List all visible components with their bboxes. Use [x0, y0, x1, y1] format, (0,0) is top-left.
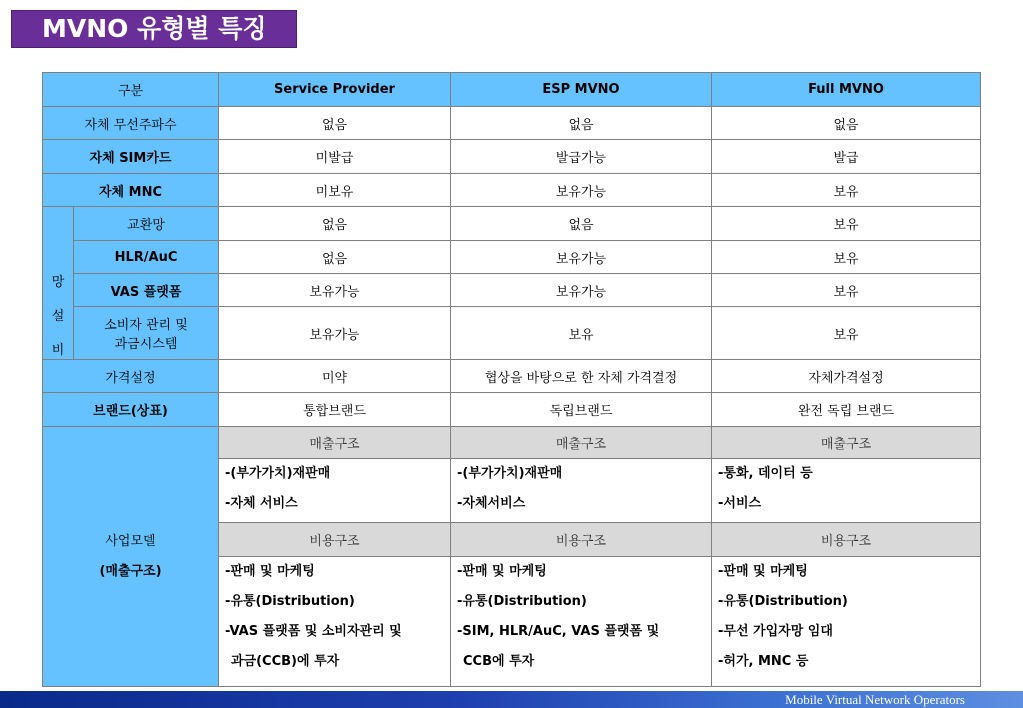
table-cell: 보유: [712, 207, 981, 241]
table-cell: 미약: [219, 360, 451, 393]
list-item: -유통(Distribution): [718, 594, 848, 609]
mvno-comparison-table: [42, 72, 981, 687]
table-cell: 보유: [712, 174, 981, 207]
list-item: CCB에 투자: [463, 654, 535, 669]
list-item: -허가, MNC 등: [718, 654, 809, 669]
table-row: [43, 360, 981, 393]
cost-structure-header: 비용구조: [219, 523, 451, 557]
revenue-list-full: [712, 459, 981, 523]
list-item: -서비스: [718, 496, 762, 511]
cost-list-esp: [451, 557, 712, 687]
table-cell: 보유가능: [219, 274, 451, 307]
business-model-label: [43, 427, 219, 687]
table-cell: 통합브랜드: [219, 393, 451, 427]
row-label-line: 과금시스템: [114, 337, 178, 352]
table-cell: 보유: [712, 307, 981, 360]
row-label: VAS 플랫폼: [74, 274, 219, 307]
list-item: -자체서비스: [457, 496, 526, 511]
table-row: [43, 274, 981, 307]
table-row: [43, 140, 981, 174]
network-facility-label: [43, 207, 74, 360]
table-cell: 보유가능: [451, 174, 712, 207]
table-row: [43, 393, 981, 427]
list-item: -자체 서비스: [225, 496, 298, 511]
row-label: 자체 무선주파수: [43, 107, 219, 140]
table-row: [43, 241, 981, 274]
business-model-title: 사업모델: [105, 533, 156, 549]
list-item: -유통(Distribution): [457, 594, 587, 609]
list-item: -무선 가입자망 임대: [718, 624, 833, 639]
table-row: [43, 107, 981, 140]
table-cell: 완전 독립 브랜드: [712, 393, 981, 427]
list-item: -유통(Distribution): [225, 594, 355, 609]
revenue-list-esp: [451, 459, 712, 523]
table-cell: 미보유: [219, 174, 451, 207]
table-cell: 없음: [451, 207, 712, 241]
table-cell: 보유: [451, 307, 712, 360]
table-header-row: [43, 73, 981, 107]
network-facility-text: 망설비: [51, 275, 65, 358]
table-cell: 없음: [219, 107, 451, 140]
list-item: -(부가가치)재판매: [225, 466, 331, 481]
list-item: -판매 및 마케팅: [457, 564, 547, 579]
table-row: [43, 307, 981, 360]
table-cell: 없음: [219, 207, 451, 241]
table-cell: 보유가능: [451, 274, 712, 307]
table-row: [43, 427, 981, 459]
table-row: [43, 207, 981, 241]
cost-structure-header: 비용구조: [451, 523, 712, 557]
cost-structure-header: 비용구조: [712, 523, 981, 557]
table-cell: 협상을 바탕으로 한 자체 가격결정: [451, 360, 712, 393]
list-item: -판매 및 마케팅: [225, 564, 315, 579]
list-item: -판매 및 마케팅: [718, 564, 808, 579]
cost-list-sp: [219, 557, 451, 687]
revenue-structure-header: 매출구조: [712, 427, 981, 459]
table-cell: 미발급: [219, 140, 451, 174]
row-label: 브랜드(상표): [43, 393, 219, 427]
header-category: 구분: [43, 73, 219, 107]
list-item: -SIM, HLR/AuC, VAS 플랫폼 및: [457, 624, 660, 639]
business-model-subtitle: (매출구조): [99, 563, 162, 579]
row-label-line: 소비자 관리 및: [104, 318, 188, 333]
revenue-structure-header: 매출구조: [451, 427, 712, 459]
row-label: HLR/AuC: [74, 241, 219, 274]
table-cell: 없음: [451, 107, 712, 140]
row-label: 교환망: [74, 207, 219, 241]
table-cell: 발급: [712, 140, 981, 174]
header-esp-mvno: ESP MVNO: [451, 73, 712, 107]
table-cell: 발급가능: [451, 140, 712, 174]
table-cell: 보유: [712, 274, 981, 307]
table-cell: 보유가능: [451, 241, 712, 274]
slide-title: MVNO 유형별 특징: [11, 10, 297, 48]
table-cell: 없음: [219, 241, 451, 274]
revenue-list-sp: [219, 459, 451, 523]
header-full-mvno: Full MVNO: [712, 73, 981, 107]
list-item: -통화, 데이터 등: [718, 466, 813, 481]
list-item: -(부가가치)재판매: [457, 466, 563, 481]
row-label: 가격설정: [43, 360, 219, 393]
footer-bar: [0, 691, 1023, 708]
table-cell: 독립브랜드: [451, 393, 712, 427]
revenue-structure-header: 매출구조: [219, 427, 451, 459]
footer-text: Mobile Virtual Network Operators: [785, 692, 965, 707]
table-row: [43, 174, 981, 207]
row-label: 자체 MNC: [43, 174, 219, 207]
table-cell: 보유가능: [219, 307, 451, 360]
table-cell: 보유: [712, 241, 981, 274]
header-service-provider: Service Provider: [219, 73, 451, 107]
row-label: [74, 307, 219, 360]
list-item: 과금(CCB)에 투자: [231, 654, 340, 669]
row-label: 자체 SIM카드: [43, 140, 219, 174]
list-item: -VAS 플랫폼 및 소비자관리 및: [225, 624, 402, 639]
table-cell: 자체가격설정: [712, 360, 981, 393]
cost-list-full: [712, 557, 981, 687]
table-cell: 없음: [712, 107, 981, 140]
